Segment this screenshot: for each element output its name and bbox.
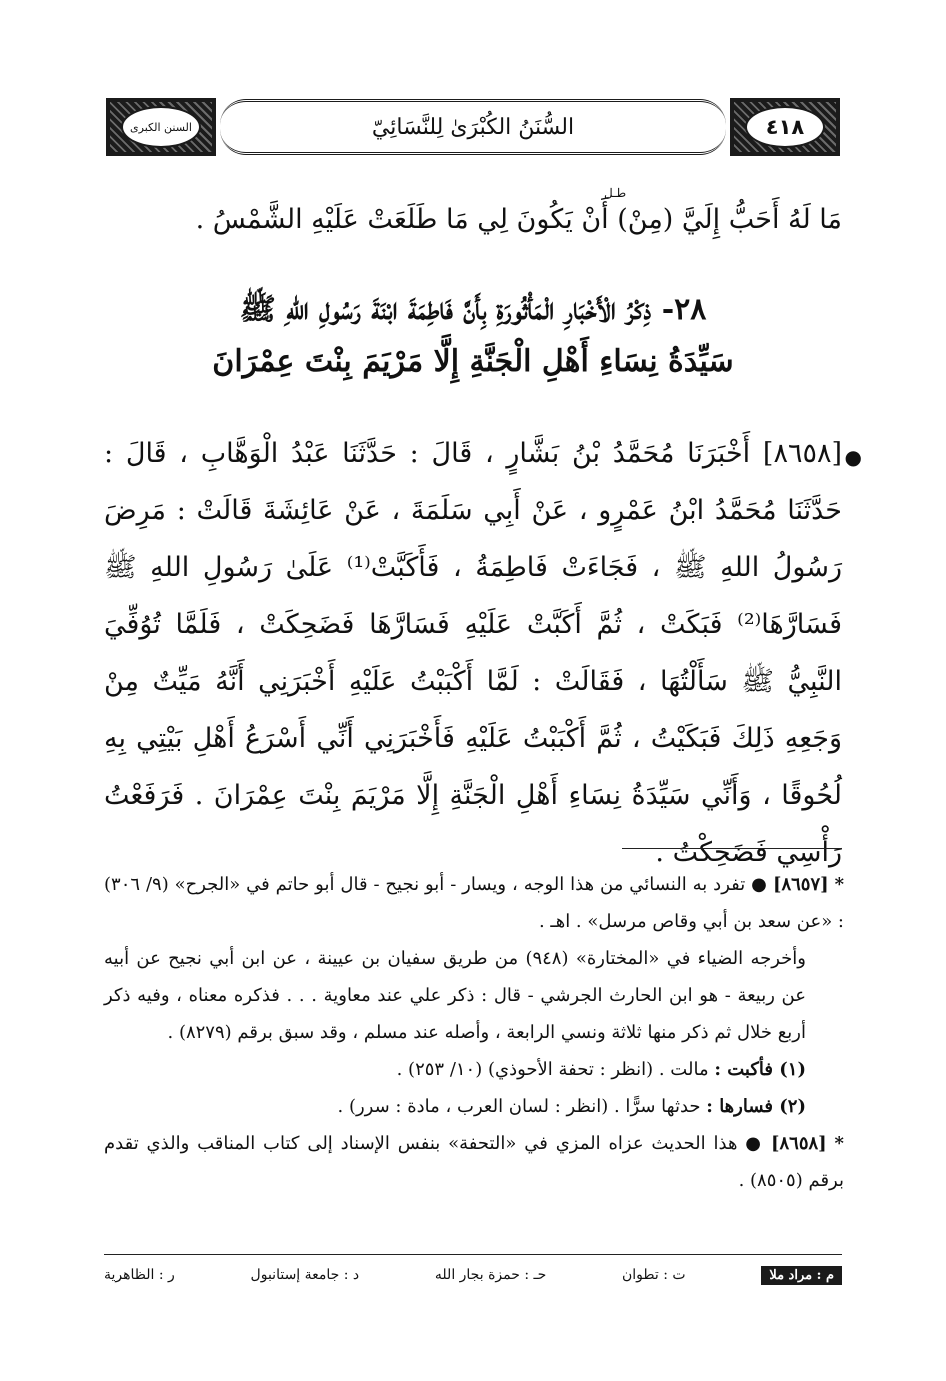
footnote-2 xyxy=(104,1088,844,1125)
note-star: * xyxy=(834,1133,844,1154)
footer-divider xyxy=(104,1254,842,1255)
note-number: [٨٦٥٧] xyxy=(772,874,829,895)
chapter-title-line2: سَيِّدَةُ نِسَاءِ أَهْلِ الْجَنَّةِ إِلَّا مَرْيَمَ بِنْتَ عِمْرَانَ xyxy=(212,344,734,379)
siglum-h: حـ : حمزة بجار الله xyxy=(434,1267,547,1283)
note-number: [٨٦٥٨] xyxy=(770,1133,827,1154)
continuation-text: مَا لَهُ أَحَبُّ إِلَيَّ (مِنْ) أَنْ يَكُونَ لِي مَا طَلَعَتْ عَلَيْهِ الشَّمْسُ . xyxy=(195,204,842,235)
page-number: ٤١٨ xyxy=(745,106,825,148)
note-text: ● هذا الحديث عزاه المزي في «التحفة» بنفس الإسناد إلى كتاب المناقب والذي تقدم برقم (٨٥٠٥) . xyxy=(104,1133,844,1191)
footnotes xyxy=(104,866,844,1199)
note-8657-continued: وأخرجه الضياء في «المختارة» (٩٤٨) من طريق سفيان بن عيينة ، عن ابن أبي نجيح عن أبيه عن ربيعة - هو ابن الحارث الجرشي - قال : ذكر علي عند معاوية . . . فذكره معناه ، وفيه ذكر أربع خلال ثم ذكر منها ثلاثة ونسي الرابعة ، وأصله عند مسلم ، وقد سبق برقم (٨٢٧٩) . xyxy=(104,948,806,1043)
margin-mark: طـل xyxy=(604,186,627,200)
footnote-1-label: (١) فأكبت : xyxy=(714,1059,806,1080)
continuation-line xyxy=(104,200,842,240)
book-seal xyxy=(121,106,201,148)
note-text: ● تفرد به النسائي من هذا الوجه ، ويسار - أبو نجيح - قال أبو حاتم في «الجرح» (٩/ ٣٠٦) : «عن سعد بن أبي وقاص مرسل» . اهـ . xyxy=(104,874,844,932)
footnote-divider xyxy=(622,848,842,849)
footnote-1-text: مالت . (انظر : تحفة الأحوذي) (١٠/ ٢٥٣) . xyxy=(396,1059,709,1080)
hadith-block xyxy=(104,425,842,881)
footnote-1 xyxy=(104,1051,844,1088)
hadith-number: [٨٦٥٨] xyxy=(762,438,842,469)
siglum-m: م : مراد ملا xyxy=(761,1266,842,1285)
hadith-text: أَخْبَرَنَا مُحَمَّدُ بْنُ بَشَّارٍ ، قَالَ : حَدَّثَنَا عَبْدُ الْوَهَّابِ ، قَالَ : حَدَّثَنَا مُحَمَّدُ ابْنُ عَمْرٍو ، عَنْ أَبِي سَلَمَةَ ، عَنْ عَائِشَةَ قَالَتْ : مَرِضَ رَسُولُ اللهِ ﷺ ، فَجَاءَتْ فَاطِمَةُ ، فَأَكَبَّتْ⁽¹⁾ عَلَىٰ رَسُولِ اللهِ ﷺ فَسَارَّهَا⁽²⁾ فَبَكَتْ ، ثُمَّ أَكَبَّتْ عَلَيْهِ فَسَارَّهَا فَضَحِكَتْ ، فَلَمَّا تُوُفِّيَ النَّبِيُّ ﷺ سَأَلْتُهَا ، فَقَالَتْ : لَمَّا أَكْبَبْتُ عَلَيْهِ أَخْبَرَنِي أَنَّهُ مَيِّتٌ مِنْ وَجَعِهِ ذَلِكَ فَبَكَيْتُ ، ثُمَّ أَكْبَبْتُ عَلَيْهِ فَأَخْبَرَنِي أَنِّي أَسْرَعُ أَهْلِ بَيْتِي بِهِ لُحُوقًا ، وَأَنِّي سَيِّدَةُ نِسَاءِ أَهْلِ الْجَنَّةِ إِلَّا مَرْيَمَ بِنْتَ عِمْرَانَ . فَرَفَعْتُ رَأْسِي فَضَحِكْتُ . xyxy=(104,438,843,868)
book-title: السُّنَنُ الكُبْرَىٰ لِلنَّسَائِيّ xyxy=(220,99,726,155)
footnote-2-label: (٢) فسارها : xyxy=(706,1096,806,1117)
siglum-t: ت : تطوان xyxy=(621,1267,686,1283)
hadith-bullet: ● xyxy=(844,445,862,469)
siglum-d: د : جامعة إستانبول xyxy=(250,1267,360,1283)
note-star: * xyxy=(834,874,844,895)
header-left-ornament xyxy=(106,98,216,156)
note-8657 xyxy=(104,866,844,940)
manuscript-sigla xyxy=(104,1262,842,1288)
footnote-2-text: حدثها سرًّا . (انظر : لسان العرب ، مادة : سرر) . xyxy=(337,1096,701,1117)
note-8658 xyxy=(104,1125,844,1199)
page-header xyxy=(106,98,840,156)
book-seal-text: السنن الكبرى xyxy=(130,120,192,134)
chapter-title-line1: ٢٨- ذِكْرُ الْأَخْبَارِ الْمَأْثُورَةِ بِأَنَّ فَاطِمَةَ ابْنَةَ رَسُولِ اللهِ ﷺ xyxy=(239,292,707,327)
header-right-ornament xyxy=(730,98,840,156)
siglum-r: ر : الظاهرية xyxy=(104,1267,175,1283)
chapter-title xyxy=(104,284,842,388)
